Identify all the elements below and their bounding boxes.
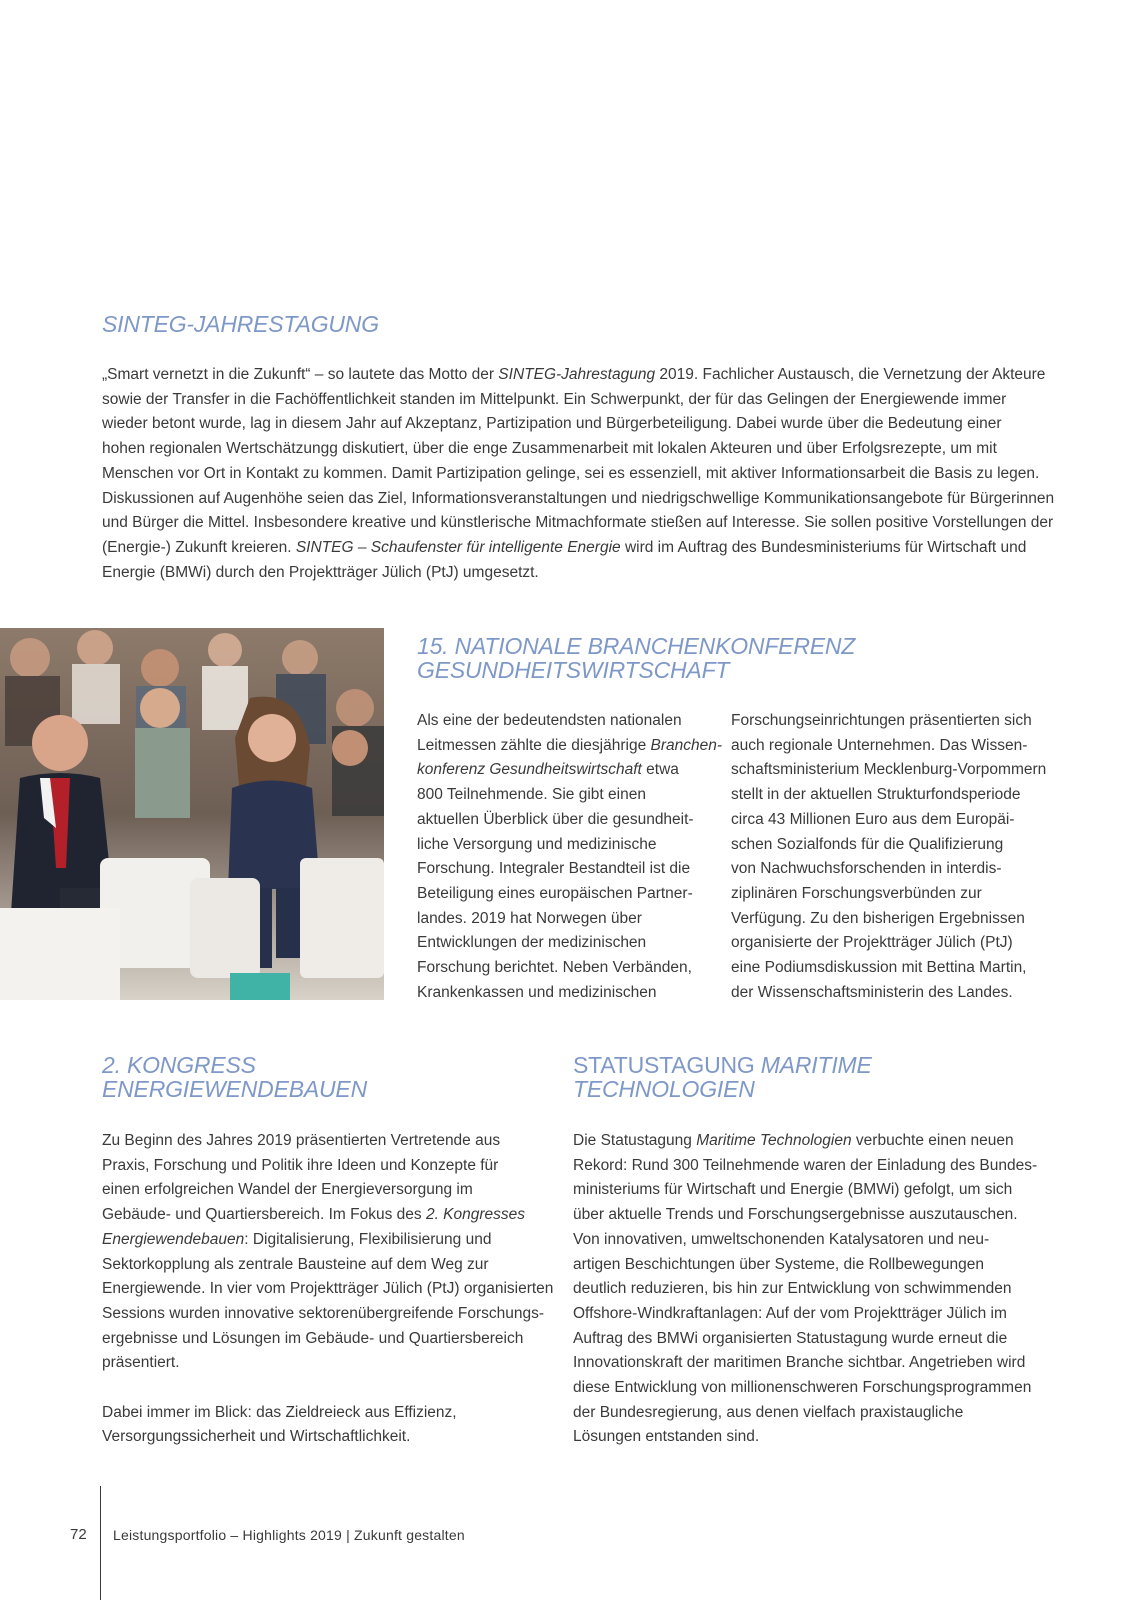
page-number: 72 bbox=[70, 1526, 87, 1543]
branchenkonferenz-col1: Als eine der bedeutendsten nationalen Leitmessen zählte die diesjährige Branchen- konferenz Gesundheitswirtschaft etwa 800 Teilnehmende. Sie gibt einen aktuellen Überblick über die gesundheit- liche Versorgung und medizinische Forschung. Integraler Bestandteil ist die Beteiligung eines europäischen Partner- landes. 2019 hat Norwegen über Entwicklungen der medizinischen Forschung berichtet. Neben Verbänden, Krankenkassen und medizinischen bbox=[417, 712, 723, 1001]
maritime-body: Die Statustagung Maritime Technologien verbuchte einen neuen Rekord: Rund 300 Teilnehmende waren der Einladung des Bundes- ministeriums für Wirtschaft und Energie (BMWi) gefolgt, um sich über aktuelle Trends und Forschungsergebnisse auszutauschen. Von innovativen, umweltschonenden Katalysatoren und neu- artigen Beschichtungen über Systeme, die Rollbewegungen deutlich reduzieren, bis hin zur Entwicklung von schwimmenden Offshore-Windkraftanlagen: Auf der vom Projektträger Jülich im Auftrag des BMWi organisierten Statustagung wurde erneut die Innovationskraft der maritimen Branche sichtbar. Angetrieben wird diese Entwicklung von millionenschweren Forschungsprogrammen der Bundesregierung, aus denen vielfach praxistaugliche Lösungen entstanden sind. bbox=[573, 1132, 1038, 1446]
branchenkonferenz-col2: Forschungseinrichtungen präsentierten sich auch regionale Unternehmen. Das Wissen- schaftsministerium Mecklenburg-Vorpommern stellt in der aktuellen Strukturfondsperiode circa 43 Millionen Euro aus dem Europäi- schen Sozialfonds für die Qualifizierung von Nachwuchsforschenden in interdis- ziplinären Forschungsverbünden zur Verfügung. Zu den bisherigen Ergebnissen organisierte der Projektträger Jülich (PtJ) eine Podiumsdiskussion mit Bettina Martin, der Wissenschaftsministerin des Landes. bbox=[731, 712, 1047, 1001]
maritime-heading: STATUSTAGUNG MARITIME TECHNOLOGIEN bbox=[573, 1052, 872, 1102]
footer-divider bbox=[100, 1486, 101, 1600]
footer-text: Leistungsportfolio – Highlights 2019 | Zukunft gestalten bbox=[113, 1527, 465, 1543]
conference-photo bbox=[0, 628, 384, 1000]
sinteg-heading: SINTEG-JAHRESTAGUNG bbox=[102, 311, 379, 337]
kongress-heading: 2. KONGRESS ENERGIEWENDEBAUEN bbox=[102, 1052, 367, 1102]
kongress-body: Zu Beginn des Jahres 2019 präsentierten Vertretende aus Praxis, Forschung und Politik ihre Ideen und Konzepte für einen erfolgreichen Wandel der Energieversorgung im Gebäude- und Quartiersbereich. Im Fokus des 2. Kongresses Energiewendebauen: Digitalisierung, Flexibilisierung und Sektorkopplung als zentrale Bausteine auf dem Weg zur Energiewende. In vier vom Projektträger Jülich (PtJ) organisierten Sessions wurden innovative sektorenübergreifende Forschungs- ergebnisse und Lösungen im Gebäude- und Quartiersbereich präsentiert. Dabei immer im Blick: das Zieldreieck aus Effizienz, Versorgungssicherheit und Wirtschaftlichkeit. bbox=[102, 1132, 554, 1446]
sinteg-body: „Smart vernetzt in die Zukunft“ – so lautete das Motto der SINTEG-Jahrestagung 2019. Fachlicher Austausch, die Vernetzung der Akteure sowie der Transfer in die Fachöffentlichkeit standen im Mittelpunkt. Ein Schwerpunkt, der für das Gelingen der Energiewende immer wieder betont wurde, lag in diesem Jahr auf Akzeptanz, Partizipation und Bürgerbeteiligung. Dabei wurde über die Bedeutung einer hohen regionalen Wertschätzungg diskutiert, über die enge Zusammenarbeit mit lokalen Akteuren und über Erfolgsrezepte, um mit Menschen vor Ort in Kontakt zu kommen. Damit Partizipation gelinge, sei es essenziell, mit aktiver Informationsarbeit die Basis zu legen. Diskussionen auf Augenhöhe seien das Ziel, Informationsveranstaltungen und niedrigschwellige Kommunikationsangebote für Bürgerinnen und Bürger die Mittel. Insbesondere kreative und künstlerische Mitmachformate stießen auf Interesse. Sie sollen positive Vorstellungen der (Energie-) Zukunft kreieren. SINTEG – Schaufenster für intelligente Energie wird im Auftrag des Bundesministeriums für Wirtschaft und Energie (BMWi) durch den Projektträger Jülich (PtJ) umgesetzt. bbox=[102, 366, 1055, 581]
branchenkonferenz-heading: 15. NATIONALE BRANCHENKONFERENZ GESUNDHEITSWIRTSCHAFT bbox=[417, 633, 856, 683]
conference-photo-illustration bbox=[0, 628, 384, 1000]
